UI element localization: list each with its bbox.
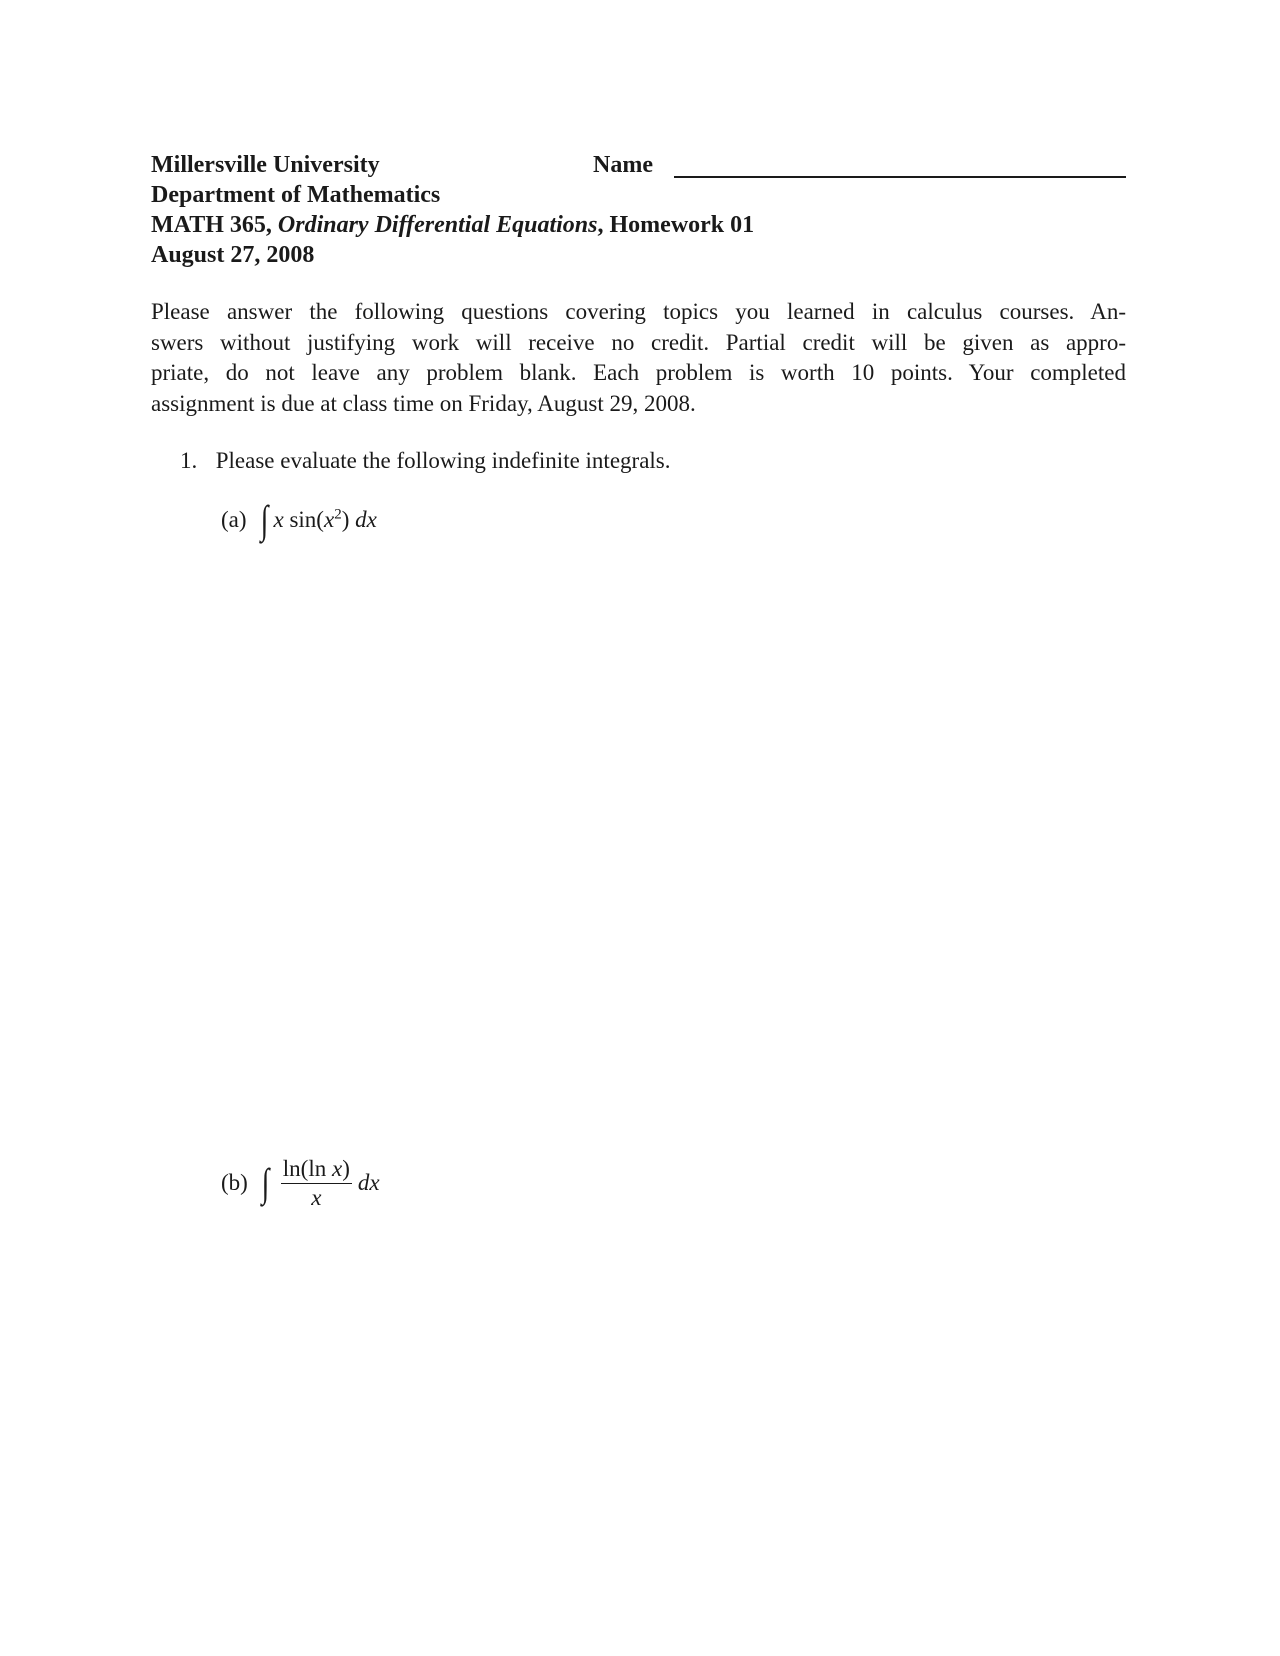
instructions-line: priate, do not leave any problem blank. Each problem is worth 10 points. Your completed xyxy=(151,360,1126,385)
department-name: Department of Mathematics xyxy=(151,182,441,208)
part-label: (b) xyxy=(221,1170,248,1195)
instructions-line: Please answer the following questions covering topics you learned in calculus courses. An- xyxy=(151,299,1126,324)
part-label: (a) xyxy=(221,507,247,532)
problem-1-part-b xyxy=(221,1148,380,1218)
variable-x: x xyxy=(323,507,335,532)
fraction xyxy=(281,1155,352,1212)
differential: dx xyxy=(357,1170,380,1195)
name-blank-line[interactable] xyxy=(674,176,1126,178)
exponent: 2 xyxy=(334,506,342,523)
problem-1-part-a xyxy=(221,498,377,542)
assignment-date: August 27, 2008 xyxy=(151,242,315,268)
integral-symbol: ∫ xyxy=(261,1160,270,1205)
integrand xyxy=(274,507,377,533)
homework-label: , Homework 01 xyxy=(597,212,755,238)
instructions-line: swers without justifying work will receive no credit. Partial credit will be given as appro- xyxy=(151,329,1126,355)
close-paren: ) xyxy=(341,507,350,532)
fraction-denominator: x xyxy=(311,1184,322,1210)
close-paren: ) xyxy=(342,1155,350,1181)
differential: dx xyxy=(355,507,377,532)
university-name: Millersville University xyxy=(151,152,380,178)
course-code: MATH 365, xyxy=(151,212,272,238)
course-title xyxy=(151,210,1131,240)
course-name: Ordinary Differential Equations xyxy=(277,212,598,238)
variable-x: x xyxy=(332,1155,343,1181)
ln-function: ln(ln xyxy=(282,1155,327,1181)
name-label: Name xyxy=(593,152,653,178)
instructions-line: assignment is due at class time on Friday, August 29, 2008. xyxy=(151,390,696,416)
fraction-numerator xyxy=(281,1155,352,1183)
problem-1 xyxy=(180,446,671,476)
variable-x: x xyxy=(273,507,284,532)
integral-symbol: ∫ xyxy=(260,497,268,542)
instructions-paragraph xyxy=(151,297,1126,419)
problem-number: 1. xyxy=(180,448,198,473)
problem-text: Please evaluate the following indefinite integrals. xyxy=(215,448,671,473)
sin-function: sin( xyxy=(289,507,324,532)
